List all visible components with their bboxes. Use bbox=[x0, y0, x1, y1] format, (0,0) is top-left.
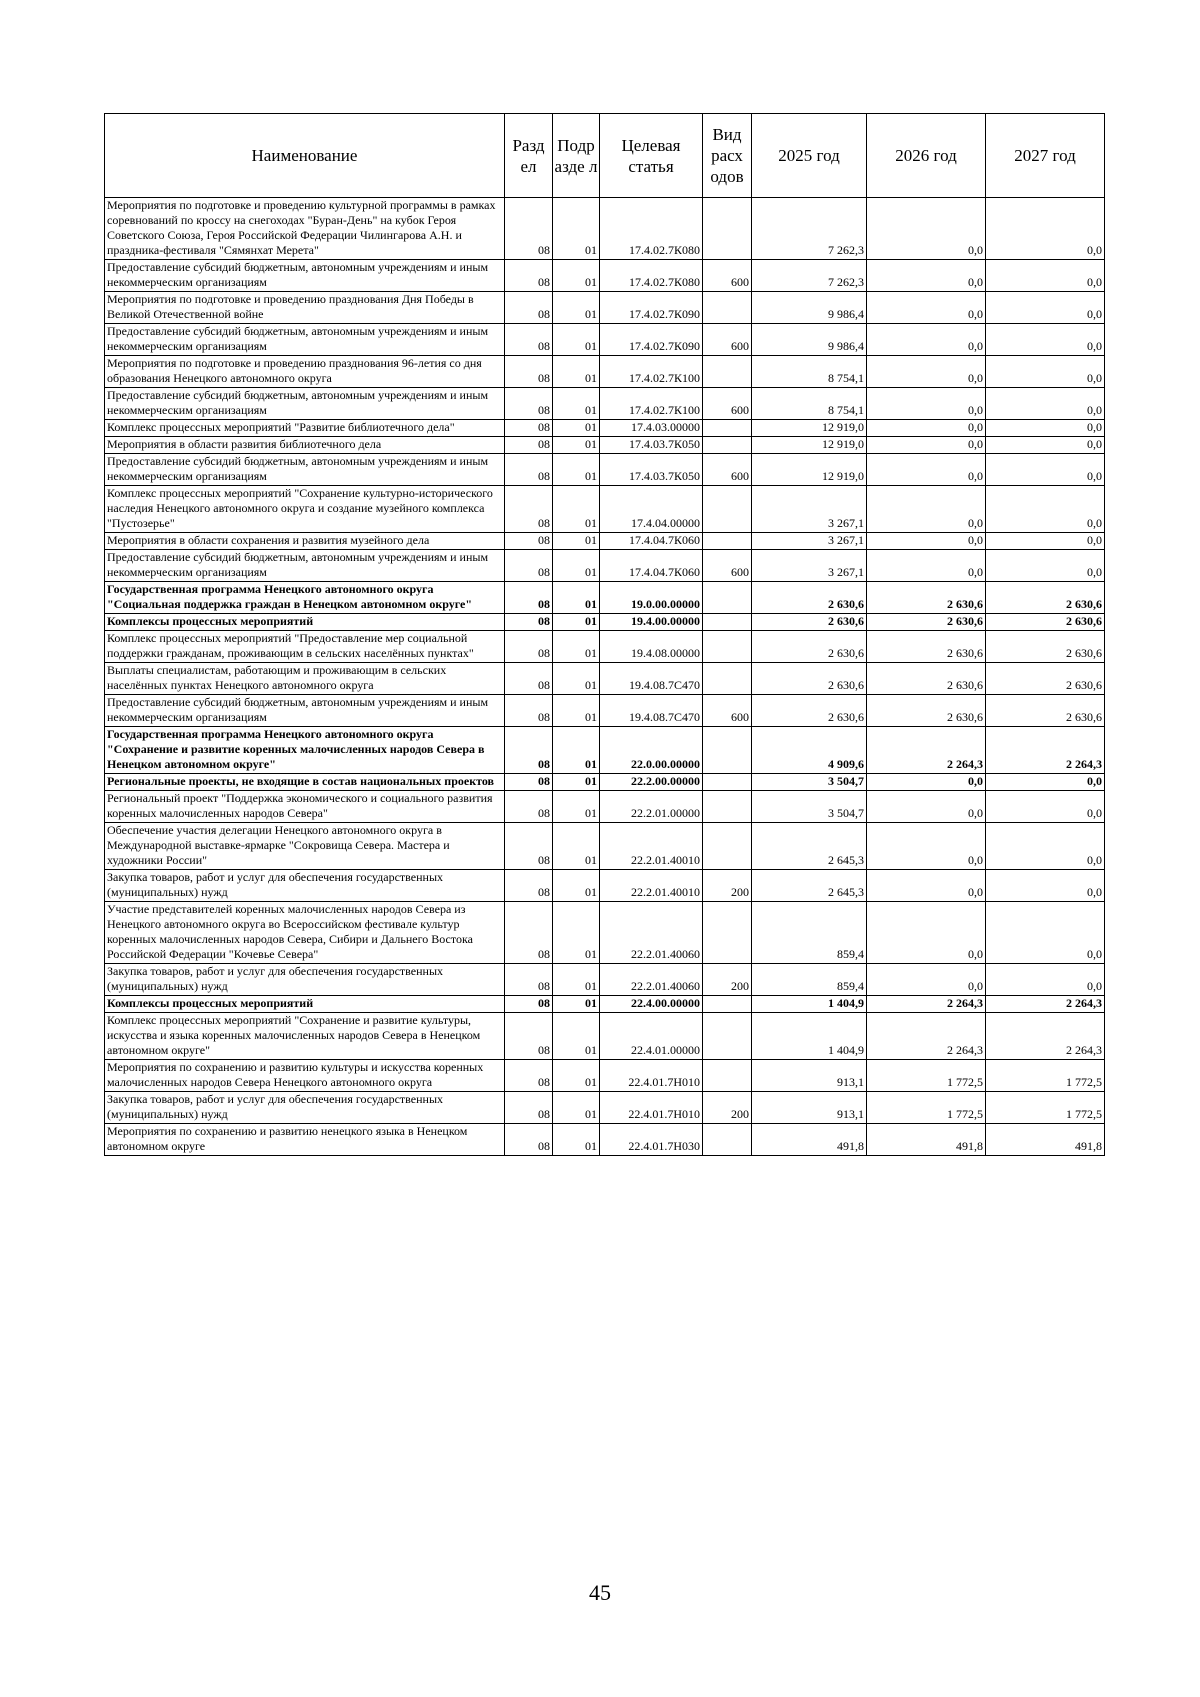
row-2026-cell: 2 630,6 bbox=[867, 614, 986, 631]
row-razdel-cell: 08 bbox=[505, 260, 553, 292]
row-razdel-cell: 08 bbox=[505, 964, 553, 996]
table-row bbox=[105, 663, 1105, 695]
row-kvr-cell bbox=[703, 486, 752, 533]
row-2026-cell: 0,0 bbox=[867, 964, 986, 996]
row-2025-cell: 2 630,6 bbox=[752, 582, 867, 614]
row-2026-cell: 0,0 bbox=[867, 550, 986, 582]
row-kvr-cell bbox=[703, 774, 752, 791]
table-row bbox=[105, 823, 1105, 870]
row-kvr-cell bbox=[703, 420, 752, 437]
table-row bbox=[105, 1013, 1105, 1060]
row-name-cell: Мероприятия по подготовке и проведению празднования Дня Победы в Великой Отечественной войне bbox=[105, 292, 505, 324]
row-kvr-cell bbox=[703, 614, 752, 631]
row-kvr-cell bbox=[703, 727, 752, 774]
row-kvr-cell: 200 bbox=[703, 1092, 752, 1124]
row-2026-cell: 0,0 bbox=[867, 420, 986, 437]
row-name-cell: Предоставление субсидий бюджетным, автономным учреждениям и иным некоммерческим организациям bbox=[105, 324, 505, 356]
row-kvr-cell bbox=[703, 823, 752, 870]
row-2026-cell: 491,8 bbox=[867, 1124, 986, 1156]
row-2025-cell: 3 504,7 bbox=[752, 774, 867, 791]
header-2025: 2025 год bbox=[752, 114, 867, 198]
table-row bbox=[105, 964, 1105, 996]
row-2026-cell: 0,0 bbox=[867, 870, 986, 902]
row-target-cell: 17.4.02.7К100 bbox=[600, 388, 703, 420]
row-podrazdel-cell: 01 bbox=[553, 902, 600, 964]
row-target-cell: 17.4.04.7К060 bbox=[600, 550, 703, 582]
row-2027-cell: 2 630,6 bbox=[986, 663, 1105, 695]
row-kvr-cell: 600 bbox=[703, 260, 752, 292]
row-kvr-cell: 600 bbox=[703, 454, 752, 486]
row-target-cell: 22.2.00.00000 bbox=[600, 774, 703, 791]
table-row bbox=[105, 1060, 1105, 1092]
row-razdel-cell: 08 bbox=[505, 356, 553, 388]
row-kvr-cell bbox=[703, 631, 752, 663]
row-target-cell: 19.4.00.00000 bbox=[600, 614, 703, 631]
row-2026-cell: 0,0 bbox=[867, 292, 986, 324]
table-row bbox=[105, 437, 1105, 454]
row-podrazdel-cell: 01 bbox=[553, 292, 600, 324]
table-row bbox=[105, 695, 1105, 727]
row-2026-cell: 2 264,3 bbox=[867, 1013, 986, 1060]
table-row bbox=[105, 420, 1105, 437]
row-2025-cell: 7 262,3 bbox=[752, 198, 867, 260]
row-name-cell: Участие представителей коренных малочисленных народов Севера из Ненецкого автономного округа во Всероссийском фестивале культур коренных малочисленных народов Севера, Сибири и Дальнего Востока Российской Федерации "Кочевье Севера" bbox=[105, 902, 505, 964]
table-row bbox=[105, 198, 1105, 260]
row-target-cell: 17.4.03.7К050 bbox=[600, 454, 703, 486]
row-razdel-cell: 08 bbox=[505, 774, 553, 791]
row-target-cell: 19.4.08.7С470 bbox=[600, 663, 703, 695]
row-podrazdel-cell: 01 bbox=[553, 324, 600, 356]
header-razdel: Разд ел bbox=[505, 114, 553, 198]
row-kvr-cell bbox=[703, 356, 752, 388]
row-2027-cell: 0,0 bbox=[986, 420, 1105, 437]
row-podrazdel-cell: 01 bbox=[553, 1013, 600, 1060]
row-podrazdel-cell: 01 bbox=[553, 823, 600, 870]
row-podrazdel-cell: 01 bbox=[553, 870, 600, 902]
row-razdel-cell: 08 bbox=[505, 1124, 553, 1156]
row-target-cell: 19.0.00.00000 bbox=[600, 582, 703, 614]
row-2025-cell: 2 630,6 bbox=[752, 614, 867, 631]
table-row bbox=[105, 902, 1105, 964]
table-row bbox=[105, 454, 1105, 486]
row-target-cell: 22.0.00.00000 bbox=[600, 727, 703, 774]
row-name-cell: Предоставление субсидий бюджетным, автономным учреждениям и иным некоммерческим организациям bbox=[105, 454, 505, 486]
row-2025-cell: 2 630,6 bbox=[752, 695, 867, 727]
row-2027-cell: 0,0 bbox=[986, 533, 1105, 550]
row-razdel-cell: 08 bbox=[505, 631, 553, 663]
row-2026-cell: 0,0 bbox=[867, 198, 986, 260]
table-row bbox=[105, 533, 1105, 550]
row-name-cell: Выплаты специалистам, работающим и проживающим в сельских населённых пунктах Ненецкого автономного округа bbox=[105, 663, 505, 695]
table-row bbox=[105, 388, 1105, 420]
row-target-cell: 17.4.02.7К080 bbox=[600, 260, 703, 292]
header-2027: 2027 год bbox=[986, 114, 1105, 198]
row-2026-cell: 0,0 bbox=[867, 902, 986, 964]
row-2027-cell: 2 630,6 bbox=[986, 582, 1105, 614]
row-name-cell: Региональные проекты, не входящие в состав национальных проектов bbox=[105, 774, 505, 791]
row-2025-cell: 4 909,6 bbox=[752, 727, 867, 774]
table-body bbox=[105, 198, 1105, 1156]
row-2025-cell: 9 986,4 bbox=[752, 292, 867, 324]
header-name: Наименование bbox=[105, 114, 505, 198]
row-name-cell: Комплекс процессных мероприятий "Сохранение и развитие культуры, искусства и языка коренных малочисленных народов Севера в Ненецком автономном округе" bbox=[105, 1013, 505, 1060]
row-target-cell: 22.2.01.40010 bbox=[600, 870, 703, 902]
row-2026-cell: 2 264,3 bbox=[867, 996, 986, 1013]
row-2025-cell: 9 986,4 bbox=[752, 324, 867, 356]
row-razdel-cell: 08 bbox=[505, 727, 553, 774]
row-razdel-cell: 08 bbox=[505, 437, 553, 454]
row-razdel-cell: 08 bbox=[505, 823, 553, 870]
row-podrazdel-cell: 01 bbox=[553, 533, 600, 550]
row-podrazdel-cell: 01 bbox=[553, 454, 600, 486]
row-kvr-cell bbox=[703, 1013, 752, 1060]
table-row bbox=[105, 292, 1105, 324]
row-name-cell: Мероприятия по подготовке и проведению празднования 96-летия со дня образования Ненецкого автономного округа bbox=[105, 356, 505, 388]
row-razdel-cell: 08 bbox=[505, 388, 553, 420]
row-podrazdel-cell: 01 bbox=[553, 486, 600, 533]
row-razdel-cell: 08 bbox=[505, 1013, 553, 1060]
row-name-cell: Государственная программа Ненецкого автономного округа "Социальная поддержка граждан в Ненецком автономном округе" bbox=[105, 582, 505, 614]
row-2025-cell: 859,4 bbox=[752, 902, 867, 964]
table-row bbox=[105, 550, 1105, 582]
row-target-cell: 22.4.01.7Н010 bbox=[600, 1092, 703, 1124]
row-2027-cell: 0,0 bbox=[986, 198, 1105, 260]
row-target-cell: 17.4.04.7К060 bbox=[600, 533, 703, 550]
row-podrazdel-cell: 01 bbox=[553, 437, 600, 454]
row-razdel-cell: 08 bbox=[505, 902, 553, 964]
row-kvr-cell bbox=[703, 1124, 752, 1156]
table-row bbox=[105, 1092, 1105, 1124]
row-2027-cell: 0,0 bbox=[986, 486, 1105, 533]
row-name-cell: Предоставление субсидий бюджетным, автономным учреждениям и иным некоммерческим организациям bbox=[105, 388, 505, 420]
row-2025-cell: 1 404,9 bbox=[752, 996, 867, 1013]
row-name-cell: Мероприятия по сохранению и развитию ненецкого языка в Ненецком автономном округе bbox=[105, 1124, 505, 1156]
row-2025-cell: 3 504,7 bbox=[752, 791, 867, 823]
row-2027-cell: 0,0 bbox=[986, 454, 1105, 486]
row-2025-cell: 2 645,3 bbox=[752, 823, 867, 870]
row-podrazdel-cell: 01 bbox=[553, 388, 600, 420]
row-name-cell: Комплекс процессных мероприятий "Предоставление мер социальной поддержки гражданам, проживающим в сельских населённых пунктах" bbox=[105, 631, 505, 663]
row-podrazdel-cell: 01 bbox=[553, 614, 600, 631]
row-podrazdel-cell: 01 bbox=[553, 420, 600, 437]
row-target-cell: 22.2.01.40010 bbox=[600, 823, 703, 870]
row-2027-cell: 0,0 bbox=[986, 260, 1105, 292]
row-2025-cell: 1 404,9 bbox=[752, 1013, 867, 1060]
header-podrazdel: Подр азде л bbox=[553, 114, 600, 198]
row-podrazdel-cell: 01 bbox=[553, 631, 600, 663]
row-razdel-cell: 08 bbox=[505, 996, 553, 1013]
row-target-cell: 22.4.01.00000 bbox=[600, 1013, 703, 1060]
row-2027-cell: 2 264,3 bbox=[986, 1013, 1105, 1060]
row-2025-cell: 3 267,1 bbox=[752, 533, 867, 550]
row-podrazdel-cell: 01 bbox=[553, 1060, 600, 1092]
row-2025-cell: 3 267,1 bbox=[752, 550, 867, 582]
row-name-cell: Предоставление субсидий бюджетным, автономным учреждениям и иным некоммерческим организациям bbox=[105, 695, 505, 727]
table-row bbox=[105, 631, 1105, 663]
row-2025-cell: 12 919,0 bbox=[752, 420, 867, 437]
row-2026-cell: 0,0 bbox=[867, 774, 986, 791]
row-2026-cell: 2 264,3 bbox=[867, 727, 986, 774]
row-razdel-cell: 08 bbox=[505, 695, 553, 727]
row-2025-cell: 913,1 bbox=[752, 1092, 867, 1124]
row-2027-cell: 0,0 bbox=[986, 437, 1105, 454]
row-podrazdel-cell: 01 bbox=[553, 198, 600, 260]
row-target-cell: 17.4.02.7К090 bbox=[600, 292, 703, 324]
row-2025-cell: 8 754,1 bbox=[752, 388, 867, 420]
header-target: Целевая статья bbox=[600, 114, 703, 198]
row-2027-cell: 0,0 bbox=[986, 292, 1105, 324]
row-2027-cell: 2 630,6 bbox=[986, 695, 1105, 727]
row-kvr-cell bbox=[703, 533, 752, 550]
row-2025-cell: 3 267,1 bbox=[752, 486, 867, 533]
row-2027-cell: 0,0 bbox=[986, 823, 1105, 870]
row-2025-cell: 12 919,0 bbox=[752, 454, 867, 486]
row-2027-cell: 1 772,5 bbox=[986, 1060, 1105, 1092]
row-2026-cell: 0,0 bbox=[867, 356, 986, 388]
table-row bbox=[105, 260, 1105, 292]
row-kvr-cell bbox=[703, 902, 752, 964]
row-name-cell: Предоставление субсидий бюджетным, автономным учреждениям и иным некоммерческим организациям bbox=[105, 260, 505, 292]
row-razdel-cell: 08 bbox=[505, 582, 553, 614]
header-kvr: Вид расх одов bbox=[703, 114, 752, 198]
row-razdel-cell: 08 bbox=[505, 791, 553, 823]
row-name-cell: Закупка товаров, работ и услуг для обеспечения государственных (муниципальных) нужд bbox=[105, 964, 505, 996]
row-kvr-cell: 600 bbox=[703, 324, 752, 356]
row-kvr-cell: 600 bbox=[703, 388, 752, 420]
row-target-cell: 22.4.00.00000 bbox=[600, 996, 703, 1013]
row-2027-cell: 0,0 bbox=[986, 964, 1105, 996]
row-2027-cell: 0,0 bbox=[986, 388, 1105, 420]
table-row bbox=[105, 774, 1105, 791]
row-2025-cell: 913,1 bbox=[752, 1060, 867, 1092]
row-razdel-cell: 08 bbox=[505, 454, 553, 486]
row-2027-cell: 2 630,6 bbox=[986, 614, 1105, 631]
row-2027-cell: 0,0 bbox=[986, 356, 1105, 388]
table-row bbox=[105, 582, 1105, 614]
row-target-cell: 17.4.04.00000 bbox=[600, 486, 703, 533]
row-2026-cell: 0,0 bbox=[867, 388, 986, 420]
table-header-row bbox=[105, 114, 1105, 198]
row-2027-cell: 0,0 bbox=[986, 774, 1105, 791]
row-name-cell: Комплексы процессных мероприятий bbox=[105, 996, 505, 1013]
row-target-cell: 22.2.01.40060 bbox=[600, 902, 703, 964]
row-2025-cell: 859,4 bbox=[752, 964, 867, 996]
row-target-cell: 17.4.03.7К050 bbox=[600, 437, 703, 454]
row-target-cell: 22.4.01.7Н030 bbox=[600, 1124, 703, 1156]
row-2027-cell: 491,8 bbox=[986, 1124, 1105, 1156]
page-number: 45 bbox=[589, 1580, 611, 1605]
row-2026-cell: 2 630,6 bbox=[867, 695, 986, 727]
row-podrazdel-cell: 01 bbox=[553, 695, 600, 727]
row-kvr-cell bbox=[703, 582, 752, 614]
row-podrazdel-cell: 01 bbox=[553, 964, 600, 996]
row-2027-cell: 0,0 bbox=[986, 550, 1105, 582]
row-razdel-cell: 08 bbox=[505, 550, 553, 582]
row-2027-cell: 2 630,6 bbox=[986, 631, 1105, 663]
row-2027-cell: 0,0 bbox=[986, 870, 1105, 902]
row-2026-cell: 0,0 bbox=[867, 533, 986, 550]
row-name-cell: Предоставление субсидий бюджетным, автономным учреждениям и иным некоммерческим организациям bbox=[105, 550, 505, 582]
row-name-cell: Закупка товаров, работ и услуг для обеспечения государственных (муниципальных) нужд bbox=[105, 1092, 505, 1124]
row-2027-cell: 0,0 bbox=[986, 902, 1105, 964]
row-2026-cell: 0,0 bbox=[867, 486, 986, 533]
row-kvr-cell bbox=[703, 996, 752, 1013]
row-2026-cell: 2 630,6 bbox=[867, 582, 986, 614]
table-row bbox=[105, 614, 1105, 631]
row-podrazdel-cell: 01 bbox=[553, 582, 600, 614]
table-row bbox=[105, 324, 1105, 356]
row-2027-cell: 2 264,3 bbox=[986, 996, 1105, 1013]
row-target-cell: 22.4.01.7Н010 bbox=[600, 1060, 703, 1092]
table-row bbox=[105, 1124, 1105, 1156]
row-razdel-cell: 08 bbox=[505, 870, 553, 902]
row-2026-cell: 0,0 bbox=[867, 823, 986, 870]
table-row bbox=[105, 356, 1105, 388]
row-2025-cell: 8 754,1 bbox=[752, 356, 867, 388]
row-name-cell: Комплекс процессных мероприятий "Сохранение культурно-исторического наследия Ненецкого автономного округа и создание музейного комплекса "Пустозерье" bbox=[105, 486, 505, 533]
row-name-cell: Комплекс процессных мероприятий "Развитие библиотечного дела" bbox=[105, 420, 505, 437]
row-razdel-cell: 08 bbox=[505, 663, 553, 695]
table-row bbox=[105, 486, 1105, 533]
row-kvr-cell bbox=[703, 437, 752, 454]
header-2026: 2026 год bbox=[867, 114, 986, 198]
row-2026-cell: 1 772,5 bbox=[867, 1060, 986, 1092]
row-2026-cell: 0,0 bbox=[867, 454, 986, 486]
row-name-cell: Обеспечение участия делегации Ненецкого автономного округа в Международной выставке-ярмарке "Сокровища Севера. Мастера и художники России" bbox=[105, 823, 505, 870]
row-kvr-cell: 600 bbox=[703, 695, 752, 727]
row-2026-cell: 0,0 bbox=[867, 791, 986, 823]
row-podrazdel-cell: 01 bbox=[553, 1124, 600, 1156]
row-razdel-cell: 08 bbox=[505, 292, 553, 324]
row-kvr-cell bbox=[703, 663, 752, 695]
row-kvr-cell bbox=[703, 791, 752, 823]
row-2026-cell: 0,0 bbox=[867, 260, 986, 292]
row-razdel-cell: 08 bbox=[505, 1060, 553, 1092]
row-name-cell: Государственная программа Ненецкого автономного округа "Сохранение и развитие коренных малочисленных народов Севера в Ненецком автономном округе" bbox=[105, 727, 505, 774]
row-target-cell: 19.4.08.7С470 bbox=[600, 695, 703, 727]
row-2027-cell: 2 264,3 bbox=[986, 727, 1105, 774]
row-2026-cell: 2 630,6 bbox=[867, 663, 986, 695]
row-kvr-cell bbox=[703, 1060, 752, 1092]
row-2026-cell: 0,0 bbox=[867, 324, 986, 356]
row-target-cell: 17.4.02.7К100 bbox=[600, 356, 703, 388]
row-name-cell: Закупка товаров, работ и услуг для обеспечения государственных (муниципальных) нужд bbox=[105, 870, 505, 902]
row-razdel-cell: 08 bbox=[505, 614, 553, 631]
row-target-cell: 17.4.02.7К090 bbox=[600, 324, 703, 356]
row-podrazdel-cell: 01 bbox=[553, 663, 600, 695]
row-kvr-cell bbox=[703, 292, 752, 324]
row-name-cell: Мероприятия по сохранению и развитию культуры и искусства коренных малочисленных народов Севера Ненецкого автономного округа bbox=[105, 1060, 505, 1092]
row-name-cell: Комплексы процессных мероприятий bbox=[105, 614, 505, 631]
row-name-cell: Мероприятия в области сохранения и развития музейного дела bbox=[105, 533, 505, 550]
row-kvr-cell: 600 bbox=[703, 550, 752, 582]
row-target-cell: 17.4.02.7К080 bbox=[600, 198, 703, 260]
row-podrazdel-cell: 01 bbox=[553, 774, 600, 791]
row-podrazdel-cell: 01 bbox=[553, 260, 600, 292]
row-2026-cell: 1 772,5 bbox=[867, 1092, 986, 1124]
row-target-cell: 17.4.03.00000 bbox=[600, 420, 703, 437]
row-target-cell: 22.2.01.40060 bbox=[600, 964, 703, 996]
row-2025-cell: 12 919,0 bbox=[752, 437, 867, 454]
row-2025-cell: 491,8 bbox=[752, 1124, 867, 1156]
row-2025-cell: 2 630,6 bbox=[752, 663, 867, 695]
row-razdel-cell: 08 bbox=[505, 198, 553, 260]
row-razdel-cell: 08 bbox=[505, 533, 553, 550]
row-target-cell: 19.4.08.00000 bbox=[600, 631, 703, 663]
row-target-cell: 22.2.01.00000 bbox=[600, 791, 703, 823]
row-2027-cell: 1 772,5 bbox=[986, 1092, 1105, 1124]
row-razdel-cell: 08 bbox=[505, 1092, 553, 1124]
row-2027-cell: 0,0 bbox=[986, 791, 1105, 823]
row-2025-cell: 2 645,3 bbox=[752, 870, 867, 902]
row-name-cell: Мероприятия в области развития библиотечного дела bbox=[105, 437, 505, 454]
table-row bbox=[105, 996, 1105, 1013]
row-razdel-cell: 08 bbox=[505, 486, 553, 533]
row-kvr-cell: 200 bbox=[703, 964, 752, 996]
row-podrazdel-cell: 01 bbox=[553, 727, 600, 774]
row-2025-cell: 2 630,6 bbox=[752, 631, 867, 663]
row-2027-cell: 0,0 bbox=[986, 324, 1105, 356]
row-podrazdel-cell: 01 bbox=[553, 1092, 600, 1124]
budget-table bbox=[104, 113, 1105, 1156]
row-name-cell: Региональный проект "Поддержка экономического и социального развития коренных малочисленных народов Севера" bbox=[105, 791, 505, 823]
row-name-cell: Мероприятия по подготовке и проведению культурной программы в рамках соревнований по кроссу на снегоходах "Буран-День" на кубок Героя Советского Союза, Героя Российской Федерации Чилингарова А.Н. и праздника-фестиваля "Сямянхат Мерета" bbox=[105, 198, 505, 260]
table-row bbox=[105, 727, 1105, 774]
row-razdel-cell: 08 bbox=[505, 324, 553, 356]
table-row bbox=[105, 791, 1105, 823]
row-2026-cell: 0,0 bbox=[867, 437, 986, 454]
row-kvr-cell bbox=[703, 198, 752, 260]
table-row bbox=[105, 870, 1105, 902]
row-podrazdel-cell: 01 bbox=[553, 356, 600, 388]
row-2025-cell: 7 262,3 bbox=[752, 260, 867, 292]
row-podrazdel-cell: 01 bbox=[553, 791, 600, 823]
row-podrazdel-cell: 01 bbox=[553, 996, 600, 1013]
row-podrazdel-cell: 01 bbox=[553, 550, 600, 582]
row-kvr-cell: 200 bbox=[703, 870, 752, 902]
row-2026-cell: 2 630,6 bbox=[867, 631, 986, 663]
row-razdel-cell: 08 bbox=[505, 420, 553, 437]
